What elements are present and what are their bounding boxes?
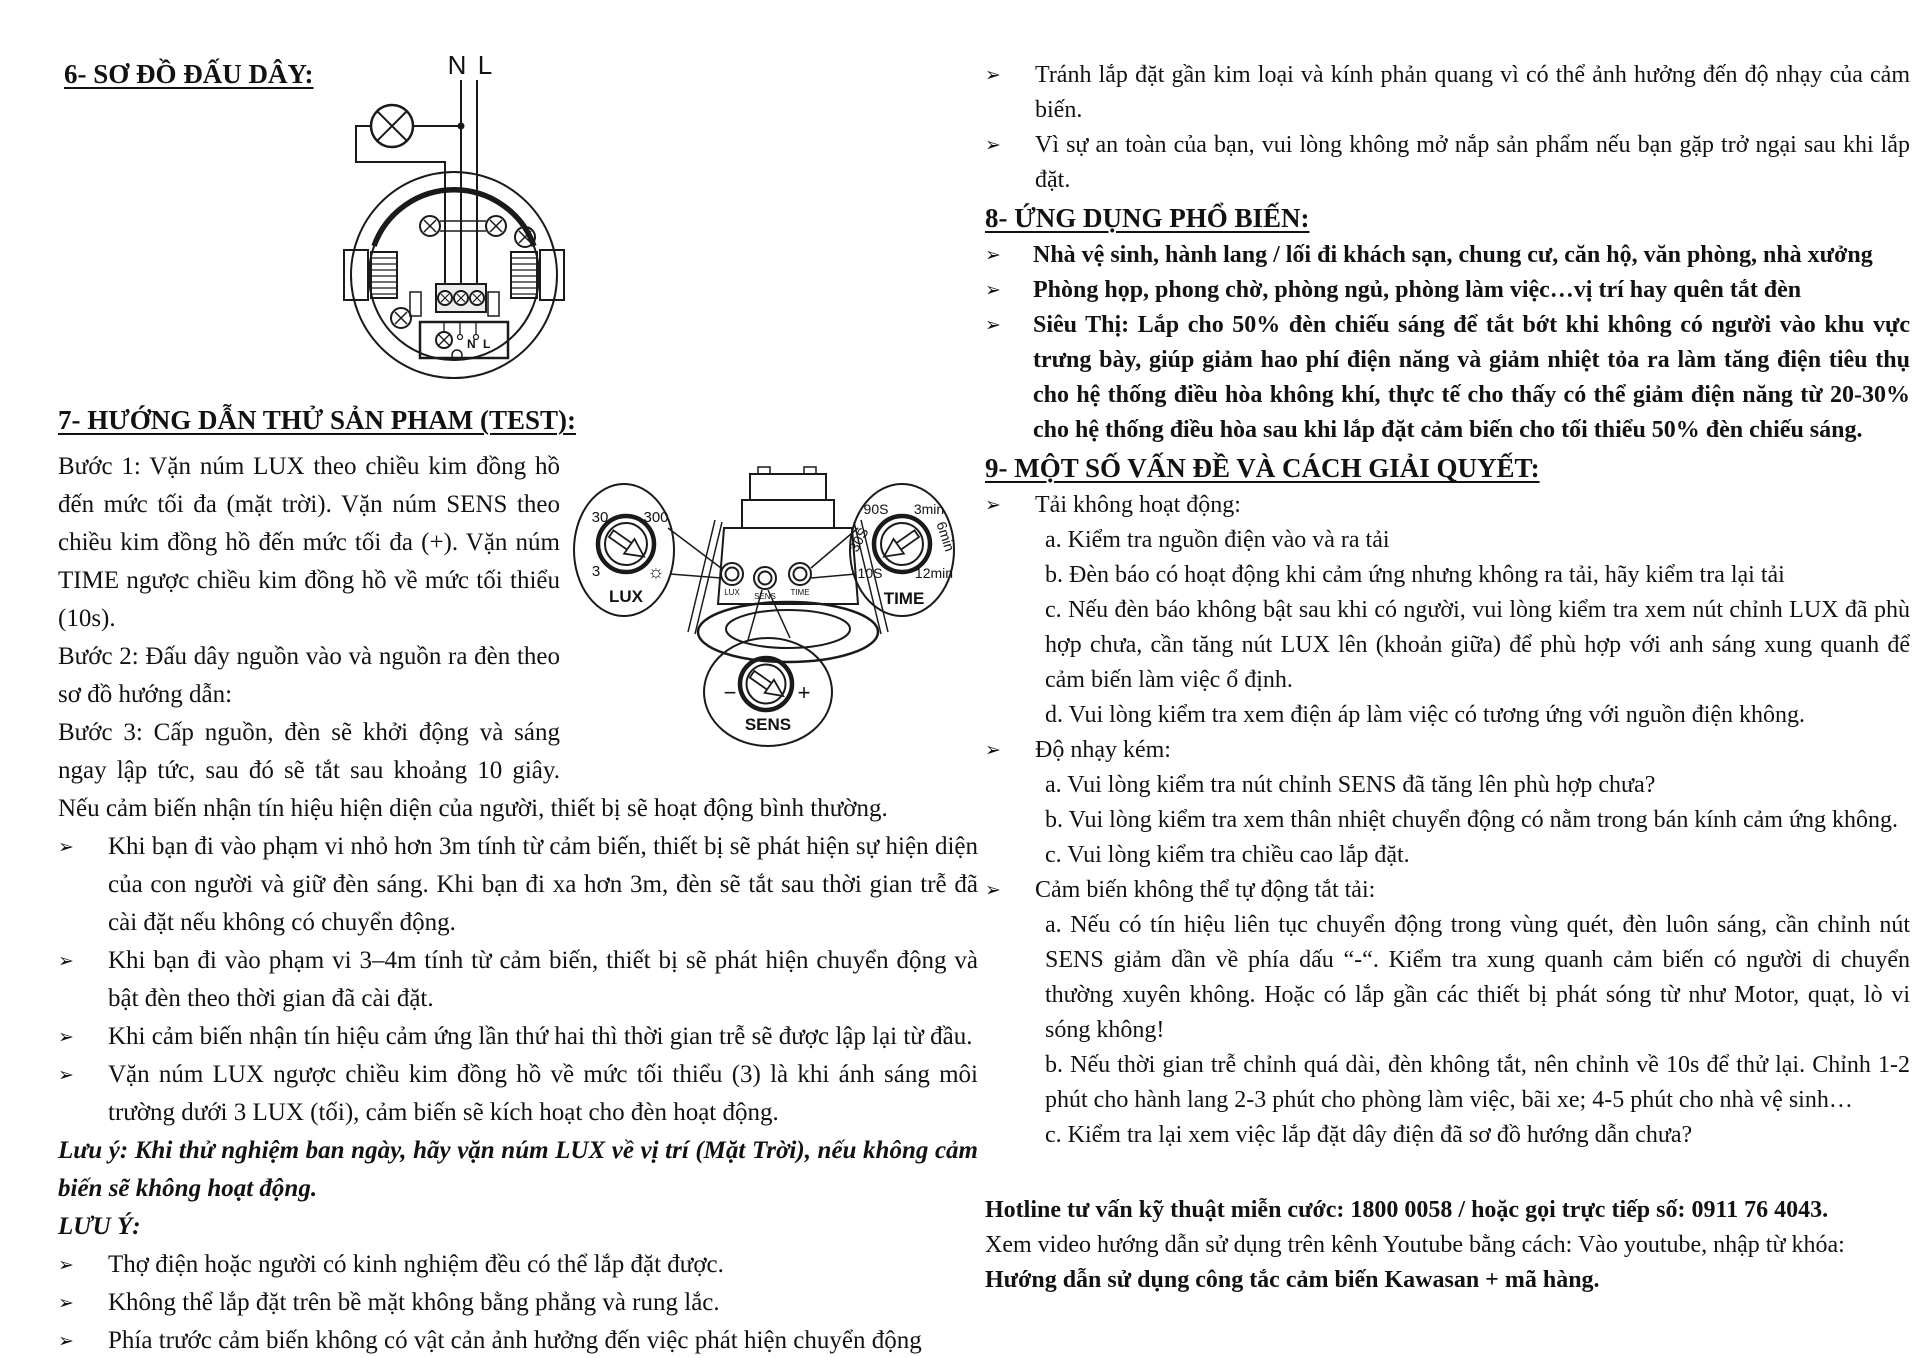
section-wiring bbox=[58, 48, 978, 400]
group-subitem: b. Vui lòng kiểm tra xem thân nhiệt chuyển động có nằm trong bán kính cảm ứng không. bbox=[1045, 807, 1898, 833]
sens-minus-label: − bbox=[723, 680, 737, 705]
lux-knob-callout bbox=[574, 484, 674, 616]
time-label-6min: 6min bbox=[933, 519, 959, 554]
step-2: Bước 2: Đấu dây nguồn vào và nguồn ra đèn theo sơ đồ hướng dẫn: bbox=[58, 643, 560, 708]
group-label: Tải không hoạt động: bbox=[1035, 492, 1241, 518]
group-subitem: c. Vui lòng kiểm tra chiều cao lắp đặt. bbox=[1045, 842, 1410, 868]
group-subitem: b. Đèn báo có hoạt động khi cảm ứng nhưng không ra tải, hãy kiểm tra lại tải bbox=[1045, 562, 1785, 588]
junction-dot bbox=[458, 123, 465, 130]
mini-label-lux: LUX bbox=[724, 588, 740, 597]
sens-plus-label: + bbox=[797, 680, 811, 705]
sens-knob-title: SENS bbox=[744, 715, 792, 734]
terminal-label-n: N bbox=[467, 337, 476, 351]
bullet-text: Khi cảm biến nhận tín hiệu cảm ứng lần thứ hai thì thời gian trễ sẽ được lập lại từ đầu. bbox=[108, 1023, 973, 1050]
list-item bbox=[58, 1284, 978, 1322]
bullet-text: Tránh lắp đặt gần kim loại và kính phản quang vì có thể ảnh hưởng đến độ nhạy của cảm biến. bbox=[1035, 62, 1910, 123]
screw-top-left bbox=[420, 216, 440, 236]
list-item bbox=[58, 1246, 978, 1284]
group-subitem: d. Vui lòng kiểm tra xem điện áp làm việc có tương ứng với nguồn điện không. bbox=[1045, 702, 1806, 728]
bullet-text: Khi bạn đi vào phạm vi 3–4m tính từ cảm biến, thiết bị sẽ phát hiện chuyển động và bật đèn theo thời gian đã cài đặt. bbox=[108, 947, 978, 1012]
section9-title: 9- MỘT SỐ VẤN ĐỀ VÀ CÁCH GIẢI QUYẾT: bbox=[985, 453, 1540, 483]
slot-right bbox=[488, 292, 499, 316]
wire-label-n: N bbox=[447, 50, 467, 80]
time-label-10s: 10S bbox=[857, 565, 883, 581]
sens-knob-callout bbox=[704, 638, 832, 746]
list-item bbox=[985, 273, 1910, 308]
section6-title: 6- SƠ ĐỒ ĐẤU DÂY: bbox=[64, 59, 314, 89]
lux-label-300: 300 bbox=[643, 509, 669, 526]
bullet-arrow-icon: ➢ bbox=[58, 1064, 74, 1086]
youtube-hint: Xem video hướng dẫn sử dụng trên kênh Youtube bằng cách: Vào youtube, nhập từ khóa: bbox=[985, 1232, 1845, 1258]
sun-icon: ☼ bbox=[647, 562, 665, 583]
bullet-arrow-icon: ➢ bbox=[985, 134, 1001, 156]
group-subitem: b. Nếu thời gian trễ chỉnh quá dài, đèn không tắt, nên chỉnh về 10s để thử lại. Chỉnh 1-2 phút cho hành lang 2-3 phút cho phòng làm việc, bãi xe; 4-5 phút cho nhà vệ sinh… bbox=[1045, 1052, 1910, 1113]
youtube-keyword: Hướng dẫn sử dụng công tắc cảm biến Kawasan + mã hàng. bbox=[985, 1267, 1600, 1293]
daytime-test-note: Lưu ý: Khi thử nghiệm ban ngày, hãy vặn núm LUX về vị trí (Mặt Trời), nếu không cảm biến sẽ không hoạt động. bbox=[58, 1137, 978, 1202]
bullet-text: Nhà vệ sinh, hành lang / lối đi khách sạn, chung cư, căn hộ, văn phòng, nhà xưởng bbox=[1033, 242, 1873, 268]
list-item bbox=[985, 128, 1910, 198]
bullet-arrow-icon: ➢ bbox=[985, 244, 1001, 266]
section8-title: 8- ỨNG DỤNG PHỔ BIẾN: bbox=[985, 203, 1310, 233]
terminal-block bbox=[436, 284, 486, 312]
terminal-label-l: L bbox=[483, 337, 491, 351]
bullet-text: Không thể lắp đặt trên bề mặt không bằng phẳng và rung lắc. bbox=[108, 1289, 720, 1316]
group-subitem: a. Vui lòng kiểm tra nút chỉnh SENS đã tăng lên phù hợp chưa? bbox=[1045, 772, 1656, 798]
callout-line-lux bbox=[668, 528, 721, 578]
time-label-30s: 30S bbox=[845, 524, 872, 555]
problem-group bbox=[985, 873, 1910, 908]
strap bbox=[440, 221, 486, 231]
test-steps bbox=[58, 448, 978, 828]
list-item bbox=[985, 238, 1910, 273]
sensor-outer-ring bbox=[351, 172, 557, 378]
sensor-thick-arc bbox=[374, 190, 534, 246]
bullet-text: Vặn núm LUX ngược chiều kim đồng hồ về mức tối thiểu (3) là khi ánh sáng môi trường dưới 3 LUX (tối), cảm biến sẽ kích hoạt cho đèn hoạt động. bbox=[108, 1061, 978, 1126]
problem-group bbox=[985, 488, 1910, 523]
knob-diagram bbox=[572, 466, 992, 766]
list-item bbox=[985, 58, 1910, 128]
problem-group bbox=[985, 733, 1910, 768]
hotline-block bbox=[985, 1193, 1910, 1298]
bullet-arrow-icon: ➢ bbox=[58, 1254, 74, 1276]
lamp-icon bbox=[371, 105, 413, 147]
group-subitem: a. Nếu có tín hiệu liên tục chuyển động trong vùng quét, đèn luôn sáng, cần chỉnh nút SENS giảm dần về phía dấu “-“. Kiểm tra xung quanh cảm biến có người di chuyển thường xuyên không. Hoặc có lắp gần các thiết bị phát sóng từ như Motor, quạt, lò vi sóng không! bbox=[1045, 912, 1910, 1043]
list-item bbox=[58, 942, 978, 1018]
time-knob-callout bbox=[846, 484, 958, 616]
terminal-legend bbox=[420, 322, 508, 360]
bullet-text: Phía trước cảm biến không có vật cản ảnh hưởng đến việc phát hiện chuyển động bbox=[108, 1327, 922, 1354]
bullet-text: Siêu Thị: Lắp cho 50% đèn chiếu sáng để tắt bớt khi không có người vào khu vực trưng bày, giúp giảm hao phí điện năng và giảm nhiệt tỏa ra làm tăng điện tiêu thụ cho hệ thống điều hòa không khí, thực tế cho thấy có thể giảm điện năng từ 20-30% cho hệ thống điều hòa sau khi lắp đặt cảm biến cho tối thiểu 50% đèn chiếu sáng. bbox=[1033, 312, 1910, 443]
bullet-arrow-icon: ➢ bbox=[985, 279, 1001, 301]
group-label: Độ nhạy kém: bbox=[1035, 737, 1171, 763]
bullet-text: Phòng họp, phong chờ, phòng ngủ, phòng làm việc…vị trí hay quên tắt đèn bbox=[1033, 277, 1802, 303]
lux-knob-title: LUX bbox=[609, 587, 643, 606]
time-label-12min: 12min bbox=[914, 565, 954, 581]
hotline-text: Hotline tư vấn kỹ thuật miễn cước: 1800 0058 / hoặc gọi trực tiếp số: 0911 76 4043. bbox=[985, 1197, 1829, 1223]
left-column bbox=[58, 48, 978, 1358]
time-label-90s: 90S bbox=[863, 501, 889, 517]
bullet-arrow-icon: ➢ bbox=[58, 1330, 74, 1352]
bullet-arrow-icon: ➢ bbox=[985, 879, 1001, 901]
bullet-text: Thợ điện hoặc người có kinh nghiệm đều có thể lắp đặt được. bbox=[108, 1251, 724, 1278]
step-1: Bước 1: Vặn núm LUX theo chiều kim đồng hồ đến mức tối đa (mặt trời). Vặn núm SENS theo chiều kim đồng hồ đến mức tối đa (+). Vặn núm TIME ngược chiều kim đồng hồ về mức tối thiểu (10s). bbox=[58, 453, 560, 632]
group-subitem: a. Kiểm tra nguồn điện vào và ra tải bbox=[1045, 527, 1390, 553]
knob-diagram-svg bbox=[572, 466, 992, 766]
bullet-text: Khi bạn đi vào phạm vi nhỏ hơn 3m tính từ cảm biến, thiết bị sẽ phát hiện sự hiện diện của con người và giữ đèn sáng. Khi bạn đi xa hơn 3m, đèn sẽ tắt sau thời gian trễ đã cài đặt nếu không có chuyển động. bbox=[108, 833, 978, 936]
wire-label-l: L bbox=[477, 50, 493, 80]
screw-bottom-left bbox=[391, 308, 411, 328]
step-3: Bước 3: Cấp nguồn, đèn sẽ khởi động và sáng ngay lập tức, sau đó sẽ tắt sau khoảng 10 giây. Nếu cảm biến nhận tín hiệu hiện diện của người, thiết bị sẽ hoạt động bình thường. bbox=[58, 719, 888, 822]
right-column bbox=[985, 58, 1910, 1298]
wiring-diagram bbox=[274, 50, 604, 395]
list-item bbox=[58, 1056, 978, 1132]
group-subitem: c. Nếu đèn báo không bật sau khi có người, vui lòng kiểm tra xem nút chỉnh LUX đã phù hợp chưa, cần tăng nút LUX lên (khoản giữa) để phù hợp với anh sáng xung quanh để cảm biến làm việc ổ định. bbox=[1045, 597, 1910, 693]
bullet-arrow-icon: ➢ bbox=[985, 64, 1001, 86]
time-knob-title: TIME bbox=[883, 589, 925, 608]
screw-top-right bbox=[486, 216, 506, 236]
bullet-arrow-icon: ➢ bbox=[58, 1292, 74, 1314]
group-subitem: c. Kiểm tra lại xem việc lắp đặt dây điện đã sơ đồ hướng dẫn chưa? bbox=[1045, 1122, 1693, 1148]
list-item bbox=[58, 1322, 978, 1358]
wiring-diagram-svg bbox=[274, 50, 604, 395]
list-item bbox=[985, 308, 1910, 448]
group-label: Cảm biến không thể tự động tắt tải: bbox=[1035, 877, 1376, 903]
bullet-arrow-icon: ➢ bbox=[985, 739, 1001, 761]
lux-label-30: 30 bbox=[591, 509, 609, 526]
slot-left bbox=[410, 292, 421, 316]
time-label-3min: 3min bbox=[913, 501, 945, 517]
mini-label-time: TIME bbox=[790, 588, 810, 597]
bullet-arrow-icon: ➢ bbox=[985, 314, 1001, 336]
notes-title: LƯU Ý: bbox=[58, 1213, 141, 1240]
list-item bbox=[58, 828, 978, 942]
bullet-arrow-icon: ➢ bbox=[58, 950, 74, 972]
section7-title: 7- HƯỚNG DẪN THỬ SẢN PHAM (TEST): bbox=[58, 405, 576, 435]
list-item bbox=[58, 1018, 978, 1056]
bullet-arrow-icon: ➢ bbox=[985, 494, 1001, 516]
bullet-text: Vì sự an toàn của bạn, vui lòng không mở nắp sản phẩm nếu bạn gặp trở ngại sau khi lắp đặt. bbox=[1035, 132, 1910, 193]
lux-label-3: 3 bbox=[591, 563, 601, 580]
mini-label-sens: SENS bbox=[754, 592, 776, 601]
bullet-arrow-icon: ➢ bbox=[58, 836, 74, 858]
bullet-arrow-icon: ➢ bbox=[58, 1026, 74, 1048]
